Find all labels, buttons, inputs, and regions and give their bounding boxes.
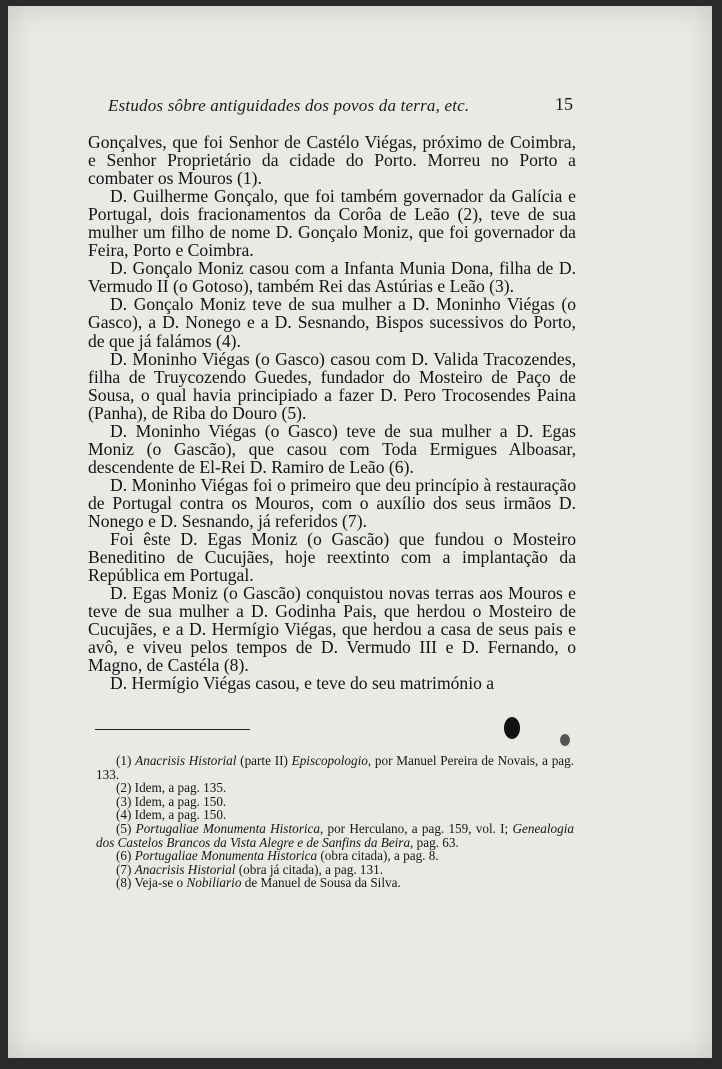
footnote-text: de Manuel de Sousa da Silva. [241, 875, 401, 891]
footnote [96, 822, 574, 849]
footnote-text: , por Herculano, a pag. 159, vol. I; [319, 820, 513, 836]
footnote-title: Portugaliae Monumenta Historica [135, 820, 320, 836]
ink-spot [560, 734, 570, 746]
footnote-text: , pag. 63. [410, 834, 459, 850]
footnote-title: Genealogia dos Castelos Brancos da Vista Alegre e de Sanfins da Beira [96, 820, 574, 850]
footnote-text: (parte II) [236, 753, 292, 768]
footnote-title: Episcopologio [291, 753, 368, 768]
footnote-text: , por Manuel Pereira de Novais, a pag. 133. [96, 753, 575, 782]
footnote: (4) Idem, a pag. 150. [116, 807, 227, 823]
paragraph: D. Guilherme Gonçalo, que foi também governador da Galícia e Portugal, dois fracionamentos da Corôa de Leão (2), teve de sua mulher um filho de nome D. Gonçalo Moniz, que foi governador da Feira, Porto e Coimbra. [88, 186, 576, 261]
footnote-text: (obra citada), a pag. 8. [317, 848, 439, 864]
footnote [96, 849, 574, 863]
running-title: Estudos sôbre antiguidades dos povos da terra, etc. [108, 96, 470, 115]
paragraph: Gonçalves, que foi Senhor de Castélo Viégas, próximo de Coimbra, e Senhor Proprietário da cidade do Porto. Morreu no Porto a combater os Mouros (1). [88, 132, 576, 189]
paragraph: D. Gonçalo Moniz casou com a Infanta Munia Dona, filha de D. Vermudo II (o Gotoso), também Rei das Astúrias e Leão (3). [88, 258, 576, 297]
footnote [96, 876, 574, 890]
footnote-text: Veja-se o [131, 875, 187, 891]
paragraph: D. Hermígio Viégas casou, e teve do seu matrimónio a [110, 673, 495, 694]
page-number: 15 [555, 94, 573, 114]
footnote-title: Portugaliae Monumenta Historica [134, 848, 318, 864]
footnote [96, 863, 574, 877]
paragraph: D. Egas Moniz (o Gascão) conquistou novas terras aos Mouros e teve de sua mulher a D. Godinha Pais, que herdou o Mosteiro de Cucujães, e a D. Hermígio Viégas, que herdou a casa de seus pais e avô, e viveu pelos tempos de D. Vermudo III e D. Fernando, o Magno, de Castéla (8). [88, 583, 576, 676]
paragraph: Foi êste D. Egas Moniz (o Gascão) que fundou o Mosteiro Beneditino de Cucujães, hoje reextinto com a implantação da República em Portugal. [88, 529, 576, 586]
paragraph: D. Moninho Viégas (o Gasco) teve de sua mulher a D. Egas Moniz (o Gascão), que casou com Toda Ermigues Alboasar, descendente de El-Rei D. Ramiro de Leão (6). [88, 420, 576, 477]
footnote-text: (obra já citada), a pag. 131. [235, 861, 383, 877]
paragraph: D. Gonçalo Moniz teve de sua mulher a D. Moninho Viégas (o Gasco), a D. Nonego e a D. Sesnando, Bispos sucessivos do Porto, de que já falámos (4). [88, 294, 576, 351]
paragraph: D. Moninho Viégas foi o primeiro que deu princípio à restauração de Portugal contra os Mouros, com o auxílio dos seus irmãos D. Nonego e D. Sesnando, já referidos (7). [88, 474, 576, 531]
footnote-number: (7) [116, 861, 132, 877]
main-text [88, 133, 576, 692]
book-page [8, 6, 712, 1058]
footnote-number: (6) [116, 848, 132, 864]
footnote-divider [95, 729, 250, 730]
footnote-number: (5) [116, 820, 132, 836]
footnote-title: Nobiliario [186, 875, 242, 891]
footnote [96, 754, 574, 781]
footnote: (3) Idem, a pag. 150. [116, 793, 227, 809]
footnote-title: Anacrisis Historial [134, 861, 236, 877]
footnote-title: Anacrisis Historial [135, 753, 237, 768]
footnote-number: (1) [116, 753, 132, 768]
paragraph: D. Moninho Viégas (o Gasco) casou com D. Valida Tracozendes, filha de Truycozendo Guedes, fundador do Mosteiro de Paço de Sousa, o qual havia principiado a fazer D. Pero Trocosendes Paina (Panha), de Riba do Douro (5). [88, 348, 576, 423]
footnote-number: (8) [116, 875, 132, 891]
ink-blot [504, 717, 520, 739]
footnote: (2) Idem, a pag. 135. [116, 780, 227, 796]
footnotes [96, 754, 574, 890]
